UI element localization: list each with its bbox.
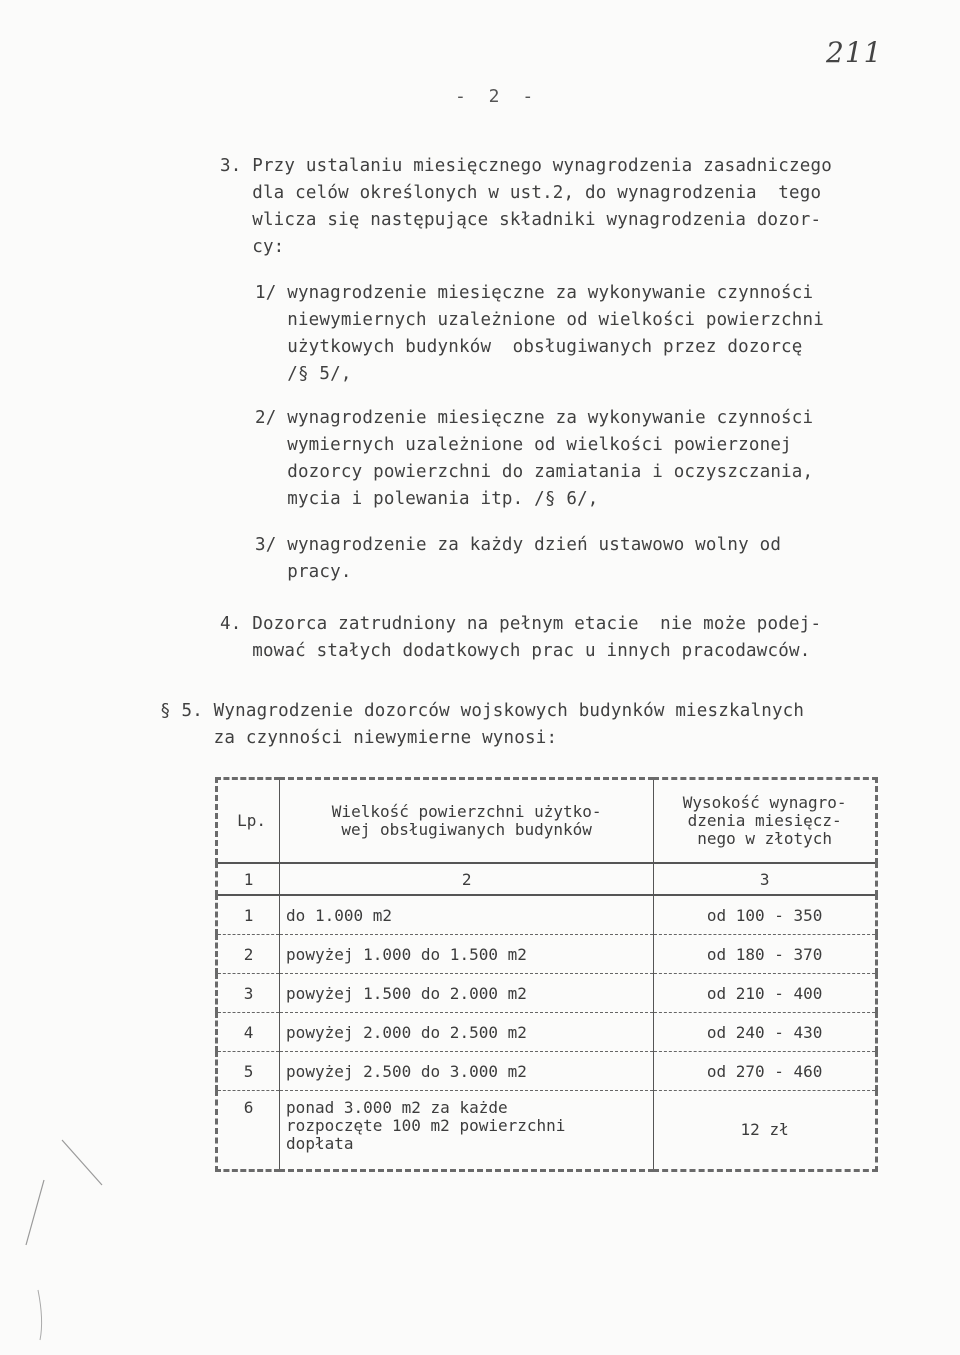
- pencil-stroke: [38, 1290, 42, 1340]
- handwritten-page-number: 211: [826, 36, 883, 69]
- row-area: powyżej 1.000 do 1.500 m2: [280, 935, 654, 974]
- row-lp: 4: [217, 1013, 280, 1052]
- row-area: powyżej 1.500 do 2.000 m2: [280, 974, 654, 1013]
- section-5-heading: § 5. Wynagrodzenie dozorców wojskowych budynków mieszkalnych za czynności niewymierne wynosi:: [160, 701, 805, 748]
- header-pay: Wysokość wynagro- dzenia miesięcz- nego w złotych: [682, 793, 847, 848]
- row-lp: 5: [217, 1052, 280, 1091]
- row-pay: od 210 - 400: [654, 974, 877, 1013]
- row-pay: 12 zł: [654, 1091, 877, 1171]
- row-lp: 6: [217, 1091, 280, 1171]
- row-pay: od 240 - 430: [654, 1013, 877, 1052]
- row-area: ponad 3.000 m2 za każde rozpoczęte 100 m2 powierzchni dopłata: [286, 1098, 566, 1153]
- row-area: do 1.000 m2: [280, 895, 654, 935]
- pencil-stroke: [62, 1140, 102, 1185]
- column-number: 2: [280, 863, 654, 895]
- list-item-2: 2/ wynagrodzenie miesięczne za wykonywanie czynności wymiernych uzależnione od wielkości powierzonej dozorcy powierzchni do zamiatania i oczyszczania, mycia i polewania itp. /§ 6/,: [255, 408, 814, 509]
- header-lp: Lp.: [217, 779, 280, 864]
- row-pay: od 270 - 460: [654, 1052, 877, 1091]
- row-area: powyżej 2.500 do 3.000 m2: [280, 1052, 654, 1091]
- row-lp: 1: [217, 895, 280, 935]
- row-area: powyżej 2.000 do 2.500 m2: [280, 1013, 654, 1052]
- row-lp: 2: [217, 935, 280, 974]
- row-pay: od 180 - 370: [654, 935, 877, 974]
- column-number: 3: [654, 863, 877, 895]
- row-lp: 3: [217, 974, 280, 1013]
- column-number: 1: [217, 863, 280, 895]
- paragraph-3: 3. Przy ustalaniu miesięcznego wynagrodzenia zasadniczego dla celów określonych w ust.2, do wynagrodzenia tego wlicza się następujące składniki wynagrodzenia dozor- cy:: [220, 156, 832, 257]
- row-pay: od 100 - 350: [654, 895, 877, 935]
- pencil-stroke: [26, 1180, 44, 1245]
- list-item-3: 3/ wynagrodzenie za każdy dzień ustawowo wolny od pracy.: [255, 535, 782, 582]
- list-item-1: 1/ wynagrodzenie miesięczne za wykonywanie czynności niewymiernych uzależnione od wielkości powierzchni użytkowych budynków obsługiwanych przez dozorcę /§ 5/,: [255, 283, 825, 384]
- page-number: - 2 -: [455, 86, 540, 107]
- paragraph-4: 4. Dozorca zatrudniony na pełnym etacie nie może podej- mować stałych dodatkowych prac u innych pracodawców.: [220, 614, 822, 661]
- header-area: Wielkość powierzchni użytko- wej obsługiwanych budynków: [331, 802, 602, 839]
